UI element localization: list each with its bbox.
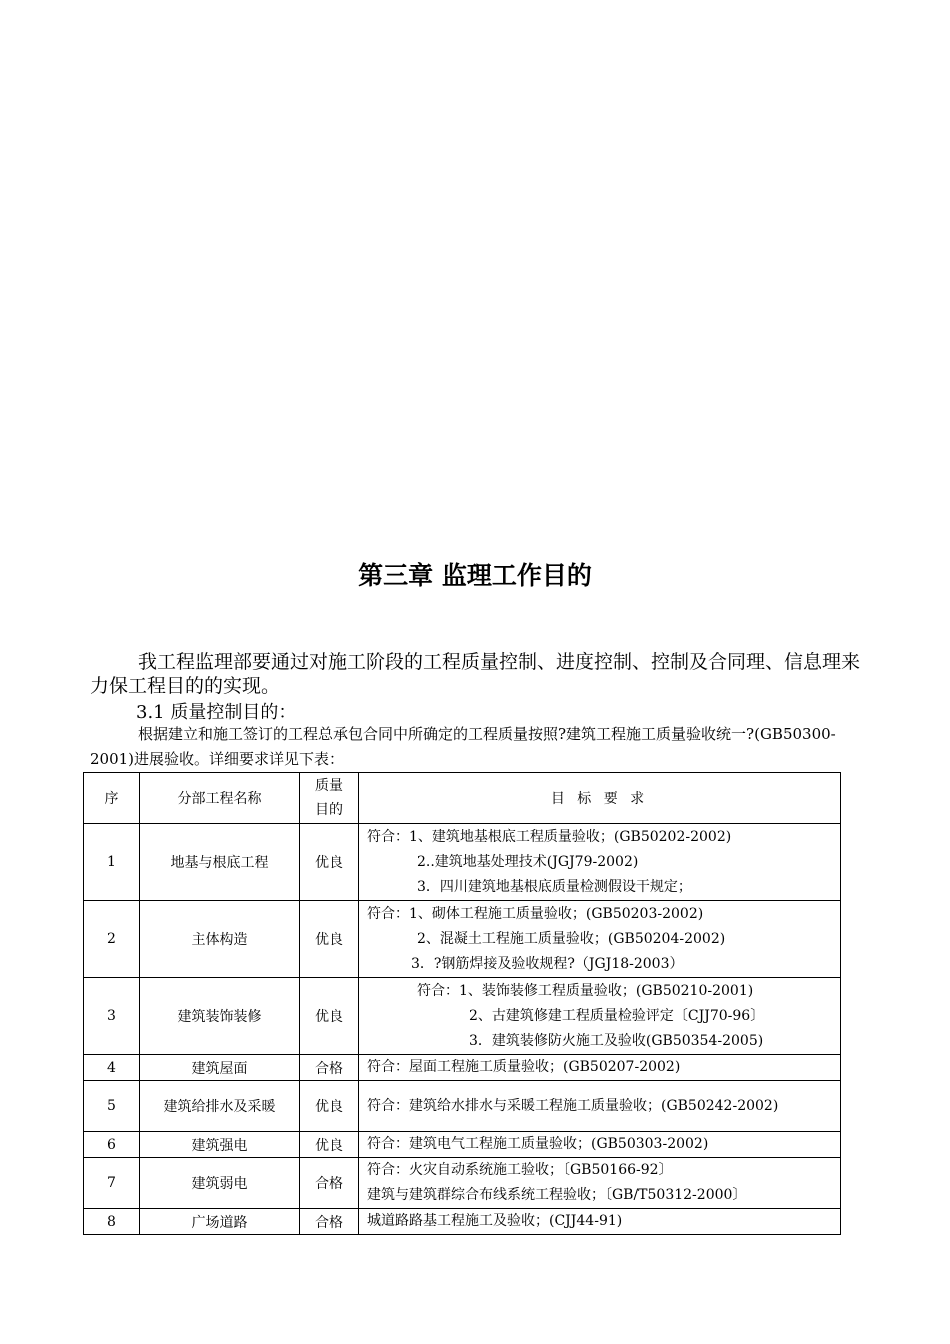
header-target-line1: 质量 <box>315 778 343 794</box>
table-header-row <box>84 773 841 824</box>
table-row <box>84 824 841 901</box>
section-paragraph: 根据建立和施工签订的工程总承包合同中所确定的工程质量按照?建筑工程施工质量验收统一?(GB50300-2001)进展验收。详细要求详见下表： <box>90 725 836 768</box>
quality-requirements-table <box>83 772 841 1235</box>
requirement-line: 2..建筑地基处理技术(JGJ79-2002) <box>417 853 639 870</box>
row-grade: 优良 <box>300 1132 359 1158</box>
table-row <box>84 1055 841 1081</box>
row-requirement <box>359 1209 841 1235</box>
header-no: 序 <box>84 773 140 824</box>
requirement-line: 2、古建筑修建工程质量检验评定〔CJJ70-96〕 <box>469 1007 765 1024</box>
row-name: 地基与根底工程 <box>140 824 300 901</box>
row-no: 7 <box>84 1158 140 1209</box>
header-name: 分部工程名称 <box>140 773 300 824</box>
row-name: 建筑给排水及采暖 <box>140 1081 300 1132</box>
row-grade: 优良 <box>300 824 359 901</box>
requirement-line: 符合：建筑电气工程施工质量验收；(GB50303-2002) <box>367 1136 709 1152</box>
row-requirement <box>359 978 841 1055</box>
row-grade: 合格 <box>300 1158 359 1209</box>
row-grade: 合格 <box>300 1055 359 1081</box>
requirement-line: 符合：火灾自动系统施工验收；〔GB50166-92〕 <box>367 1162 673 1178</box>
row-name: 建筑装饰装修 <box>140 978 300 1055</box>
header-target <box>300 773 359 824</box>
row-requirement <box>359 1055 841 1081</box>
requirement-line: 建筑与建筑群综合布线系统工程验收；〔GB/T50312-2000〕 <box>367 1187 747 1203</box>
table-row <box>84 901 841 978</box>
row-no: 5 <box>84 1081 140 1132</box>
section-heading: 3.1 质量控制目的： <box>136 702 297 723</box>
chapter-title: 第三章 监理工作目的 <box>358 561 592 590</box>
row-grade: 优良 <box>300 1081 359 1132</box>
table-row <box>84 1209 841 1235</box>
row-name: 广场道路 <box>140 1209 300 1235</box>
row-requirement <box>359 1081 841 1132</box>
requirement-line: 3．四川建筑地基根底质量检测假设干规定； <box>417 878 692 895</box>
requirement-line: 2、混凝土工程施工质量验收；(GB50204-2002) <box>417 930 726 947</box>
requirement-line: 符合：1、装饰装修工程质量验收；(GB50210-2001) <box>417 982 754 999</box>
requirement-line: 符合：建筑给水排水与采暖工程施工质量验收；(GB50242-2002) <box>367 1098 779 1114</box>
row-no: 4 <box>84 1055 140 1081</box>
row-grade: 合格 <box>300 1209 359 1235</box>
header-target-line2: 目的 <box>315 802 343 818</box>
row-no: 6 <box>84 1132 140 1158</box>
table-row <box>84 1081 841 1132</box>
requirement-line: 符合：1、砌体工程施工质量验收；(GB50203-2002) <box>367 905 704 922</box>
header-requirement: 目 标 要 求 <box>359 773 841 824</box>
row-requirement <box>359 824 841 901</box>
row-requirement <box>359 1132 841 1158</box>
row-name: 建筑弱电 <box>140 1158 300 1209</box>
row-no: 8 <box>84 1209 140 1235</box>
row-requirement <box>359 1158 841 1209</box>
requirement-line: 3．建筑装修防火施工及验收(GB50354-2005) <box>469 1032 764 1049</box>
requirement-line: 城道路路基工程施工及验收；(CJJ44-91) <box>367 1213 623 1229</box>
table-row <box>84 1158 841 1209</box>
intro-paragraph: 我工程监理部要通过对施工阶段的工程质量控制、进度控制、控制及合同理、信息理来力保工程目的的实现。 <box>90 651 861 697</box>
row-name: 建筑强电 <box>140 1132 300 1158</box>
table-row <box>84 978 841 1055</box>
requirement-line: 3．?钢筋焊接及验收规程?（JGJ18-2003） <box>411 955 684 972</box>
row-grade: 优良 <box>300 978 359 1055</box>
row-no: 2 <box>84 901 140 978</box>
row-name: 主体构造 <box>140 901 300 978</box>
row-name: 建筑屋面 <box>140 1055 300 1081</box>
row-requirement <box>359 901 841 978</box>
requirement-line: 符合：1、建筑地基根底工程质量验收；(GB50202-2002) <box>367 828 732 845</box>
row-no: 3 <box>84 978 140 1055</box>
row-grade: 优良 <box>300 901 359 978</box>
requirement-line: 符合：屋面工程施工质量验收；(GB50207-2002) <box>367 1059 681 1075</box>
row-no: 1 <box>84 824 140 901</box>
table-row <box>84 1132 841 1158</box>
